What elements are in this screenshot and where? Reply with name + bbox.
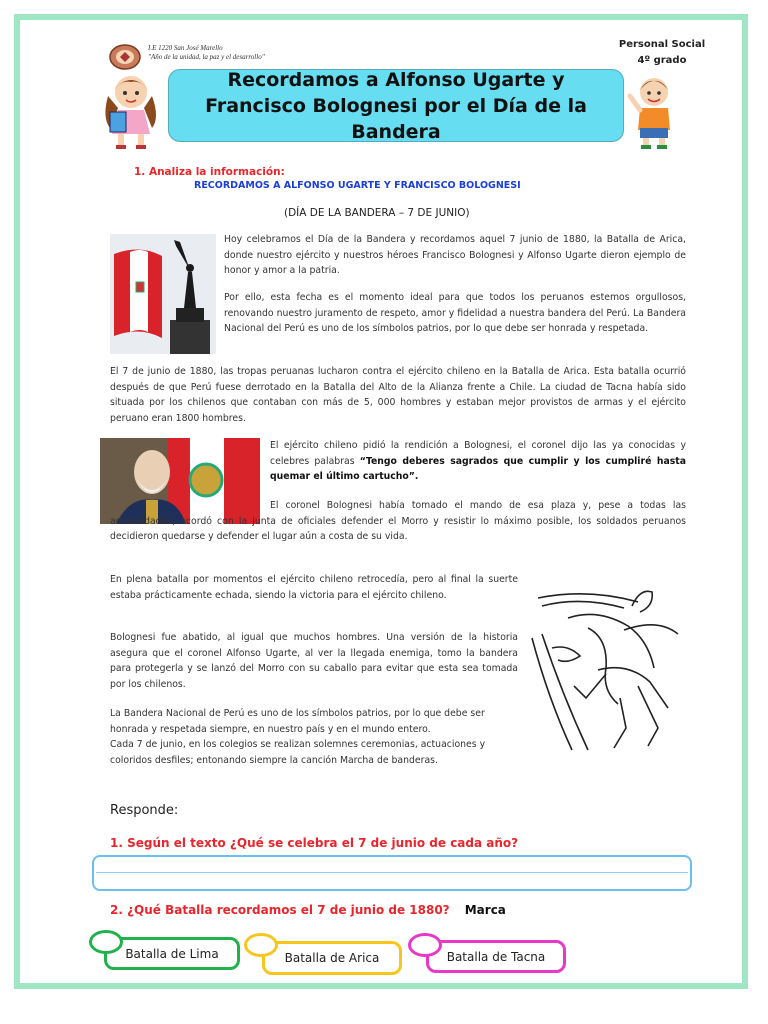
question-2 bbox=[110, 899, 506, 918]
subject-grade bbox=[612, 37, 712, 69]
section-subtitle: RECORDAMOS A ALFONSO UGARTE Y FRANCISCO BOLOGNESI bbox=[194, 180, 521, 191]
girl-with-books-icon bbox=[96, 68, 166, 150]
mark-label: Marca bbox=[464, 903, 506, 917]
option-2-bubble[interactable] bbox=[244, 933, 278, 957]
option-3-bubble[interactable] bbox=[408, 933, 442, 957]
ugarte-horse-drawing-image bbox=[528, 578, 688, 754]
date-line: (DÍA DE LA BANDERA – 7 DE JUNIO) bbox=[284, 207, 470, 219]
option-batalla-de-arica[interactable] bbox=[262, 941, 402, 975]
paragraph-1: Hoy celebramos el Día de la Bandera y recordamos aquel 7 junio de 1880, la Batalla de Arica, donde nuestro ejército y nuestros héroes Francisco Bolognesi y Alfonso Ugarte dieron ejemplo de honor y amor a la patria. bbox=[224, 234, 686, 276]
question-2-text: 2. ¿Qué Batalla recordamos el 7 de junio de 1880? bbox=[110, 903, 450, 917]
paragraph-2: Por ello, esta fecha es el momento ideal para que todos los peruanos estemos orgullosos, renovando nuestro juramento de respeto, amor y fidelidad a nuestra bandera del Perú. La Bandera Nacional del Perú es uno de los símbolos patrios, por lo que debe ser honrada y respetada. bbox=[224, 292, 686, 334]
paragraph-4: El ejército chileno pidió la rendición a Bolognesi, el coronel dijo las ya conocidas y celebres palabras “Tengo deberes sagrados que cumplir y los cumpliré hasta quemar el último cartucho”. bbox=[270, 440, 686, 482]
school-logo-icon bbox=[108, 44, 142, 70]
bolognesi-quote: “Tengo deberes sagrados que cumplir y los cumpliré hasta quemar el último cartucho”. bbox=[270, 455, 686, 482]
paragraph-8: La Bandera Nacional de Perú es uno de los símbolos patrios, por lo que debe ser honrada y respetada siempre, en nuestro país y en el mundo entero. Cada 7 de junio, en los colegios se realizan solemnes ceremonias, actuaciones y coloridos desfiles; entonando siempre la canción Marcha de banderas. bbox=[110, 708, 486, 766]
section-heading: 1. Analiza la información: bbox=[134, 166, 285, 178]
question-1: 1. Según el texto ¿Qué se celebra el 7 de junio de cada año? bbox=[110, 836, 519, 850]
option-1-bubble[interactable] bbox=[89, 930, 123, 954]
grade-label: 4º grado bbox=[637, 55, 687, 66]
answer-box[interactable] bbox=[92, 855, 692, 891]
school-name: I.E 1220 San José Marello "Año de la unidad, la paz y el desarrollo" bbox=[148, 44, 265, 61]
option-label: Batalla de Tacna bbox=[446, 949, 546, 964]
paragraph-5: El coronel Bolognesi había tomado el mando de esa plaza y, pese a todas las adversidades, acordó con la junta de oficiales defender el Morro y resistir lo máximo posible, los soldados peruanos decidieron quedarse y defender el lugar aún a costa de su vida. bbox=[110, 500, 686, 542]
option-batalla-de-tacna[interactable] bbox=[426, 940, 566, 973]
answer-line bbox=[96, 872, 688, 873]
option-label: Batalla de Arica bbox=[284, 951, 380, 965]
paragraph-6: En plena batalla por momentos el ejército chileno retrocedía, pero al final la suerte estaba prácticamente echada, siendo la victoria para el ejército chileno. bbox=[110, 574, 518, 601]
option-batalla-de-lima[interactable] bbox=[104, 937, 240, 970]
paragraph-3: El 7 de junio de 1880, las tropas peruanas lucharon contra el ejército chileno en la Batalla de Arica. Esta batalla ocurrió después de que Perú fuese derrotado en la Batalla del Alto de la Alianza frente a Chile. La ciudad de Tacna había sido situada por los chilenos que contaban con más de 5, 000 hombres y estaban mejor provistos de armas y el ejército peruano eran 1800 hombres. bbox=[110, 366, 686, 424]
subject-label: Personal Social bbox=[618, 39, 706, 50]
page-title: Recordamos a Alfonso Ugarte y Francisco Bolognesi por el Día de la Bandera bbox=[168, 69, 624, 142]
boy-waving-icon bbox=[626, 72, 686, 150]
flag-monument-image bbox=[110, 234, 216, 354]
paragraph-7: Bolognesi fue abatido, al igual que muchos hombres. Una versión de la historia asegura que el coronel Alfonso Ugarte, al ver la llegada enemiga, tomo la bandera para protegerla y se lanzó del Morro con su caballo para evitar que esta sea tomada por los chilenos. bbox=[110, 632, 518, 690]
option-label: Batalla de Lima bbox=[125, 946, 219, 961]
responde-label: Responde: bbox=[110, 803, 179, 818]
